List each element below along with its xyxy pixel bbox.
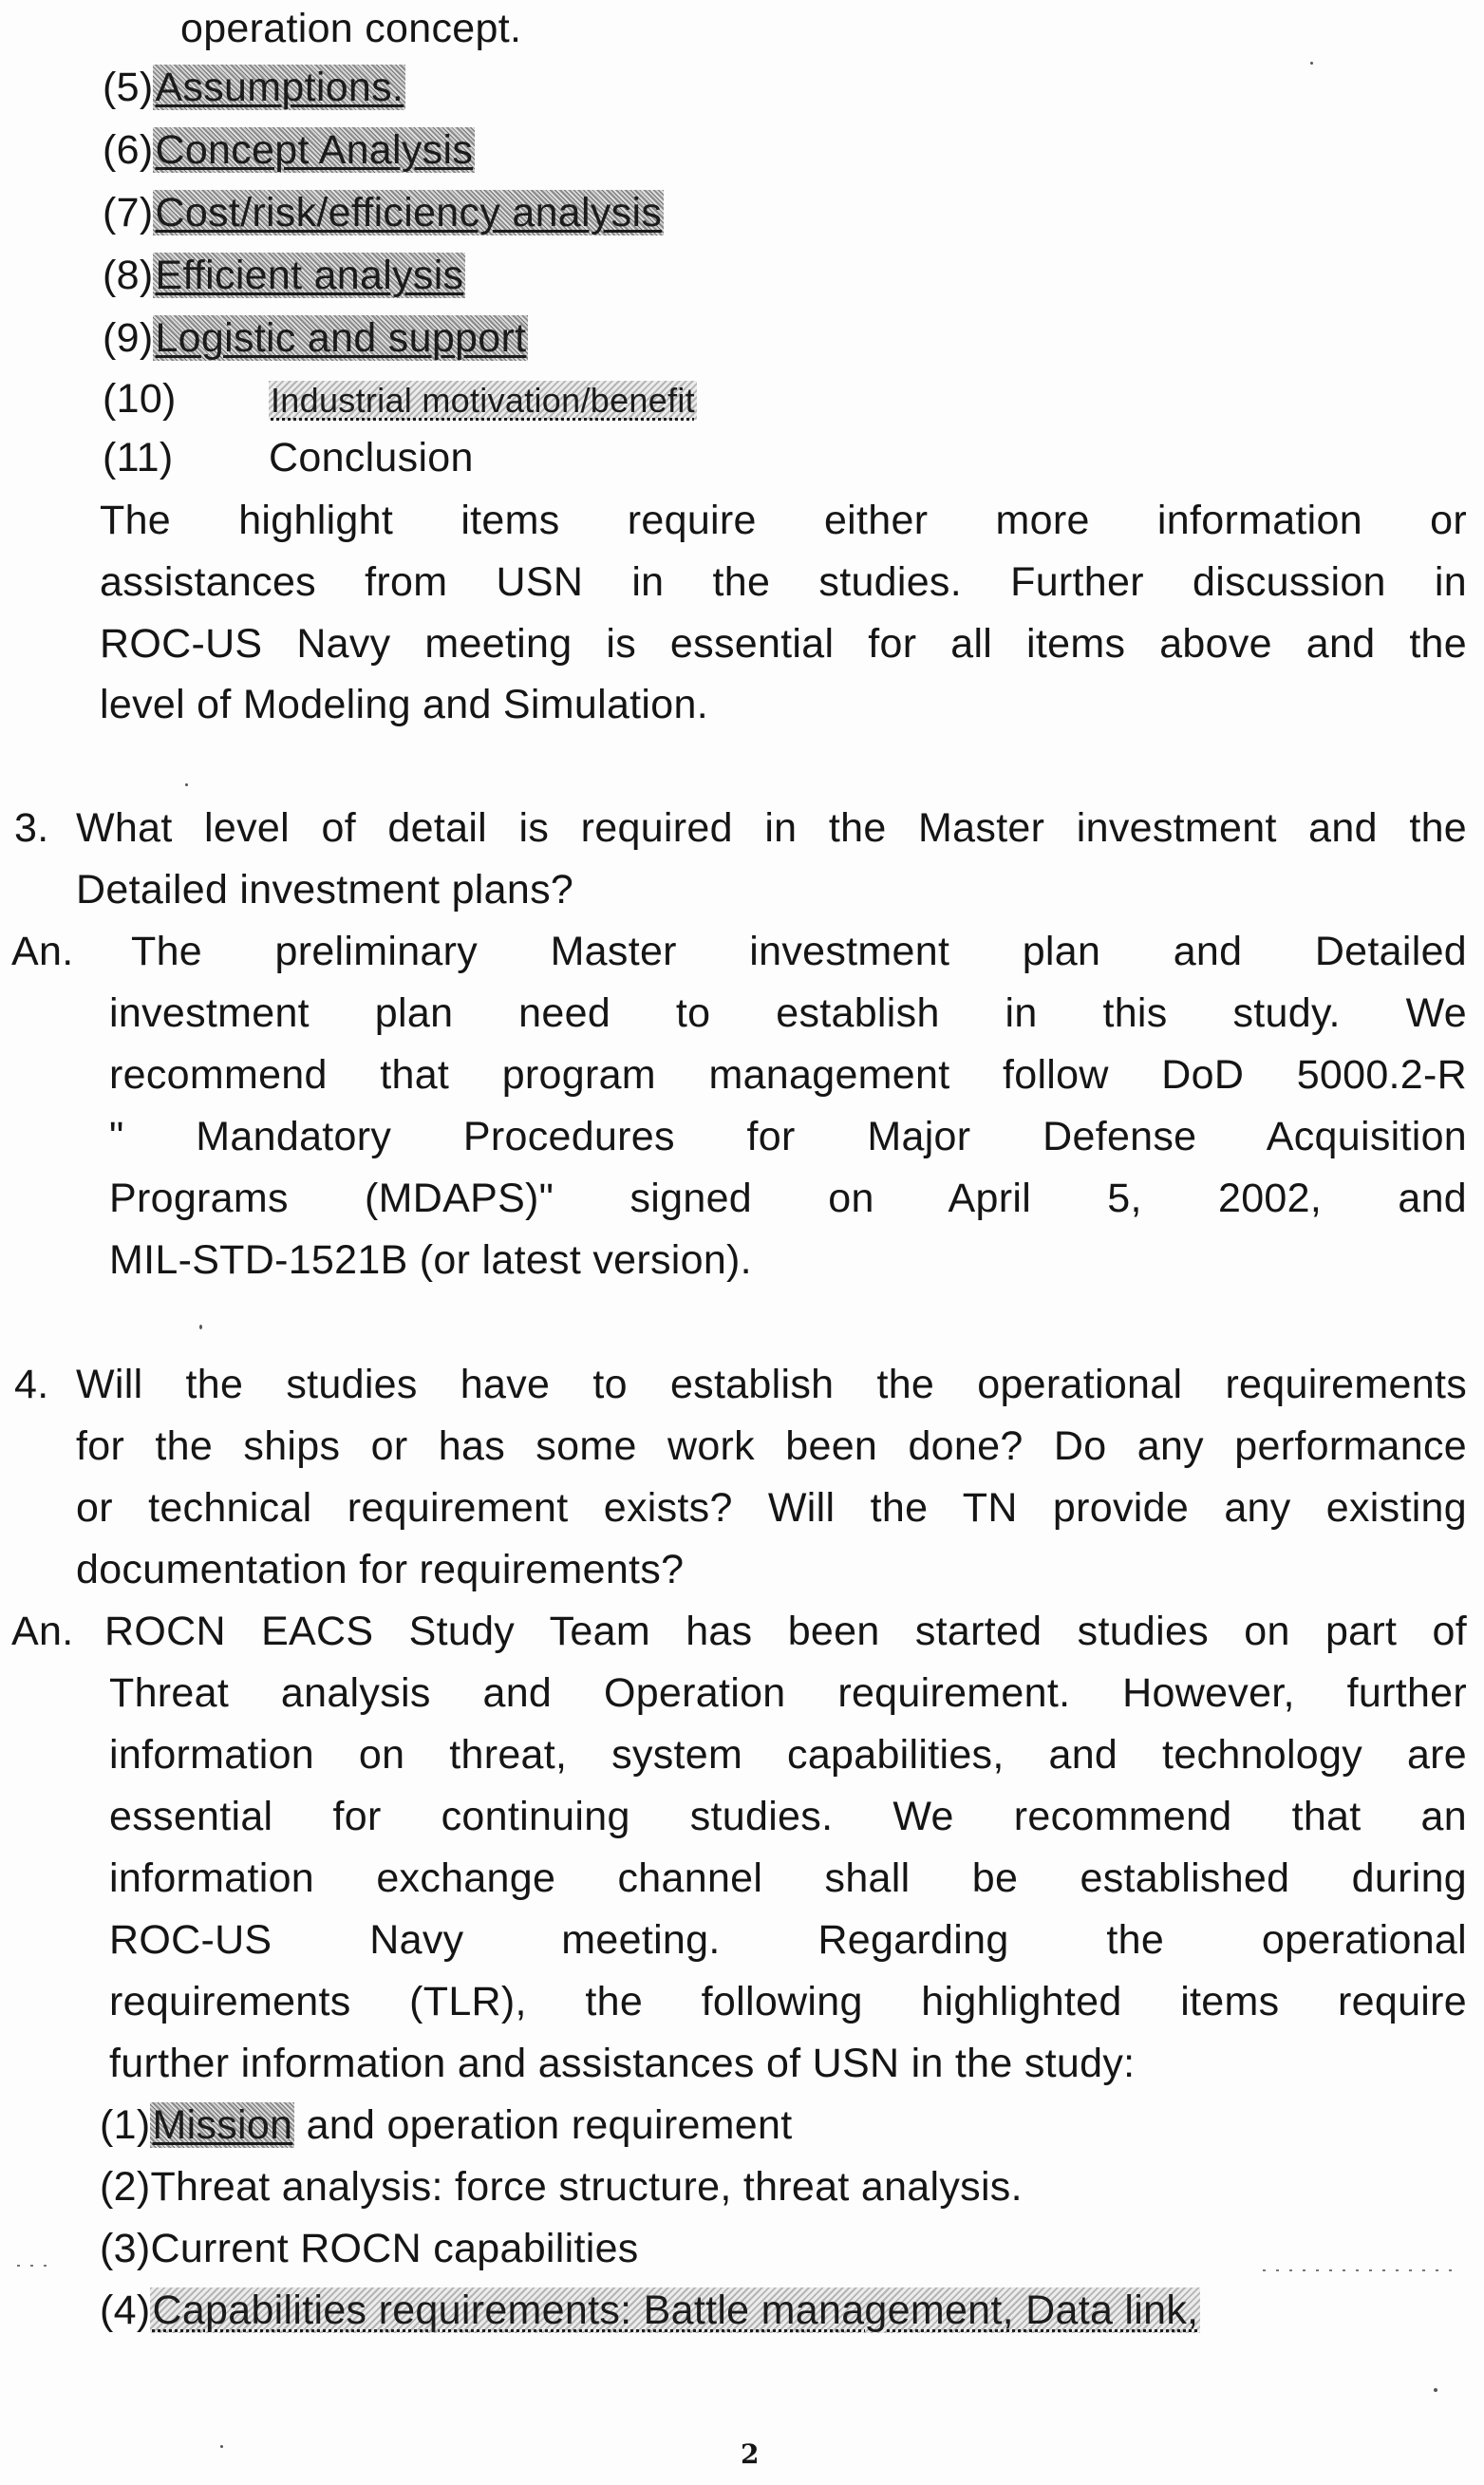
question-line: Will the studies have to establish the operational requirements <box>76 1362 1467 1407</box>
scan-artifact <box>220 2445 223 2448</box>
answer-label: An. <box>11 1609 74 1654</box>
question-line: Detailed investment plans? <box>76 867 574 913</box>
answer-line: further information and assistances of USN in the study: <box>109 2041 1136 2086</box>
highlighted-item-text: Capabilities requirements: Battle management, Data link, <box>152 2287 1199 2333</box>
highlighted-item-text: Assumptions. <box>155 65 404 110</box>
answer-line: ROC-US Navy meeting. Regarding the operational <box>109 1917 1467 1963</box>
list-item-number: (9) <box>103 315 154 361</box>
paragraph-line: The highlight items require either more information or <box>100 498 1467 543</box>
scan-artifact <box>1434 2388 1437 2392</box>
question-line: or technical requirement exists? Will the TN provide any existing <box>76 1485 1467 1531</box>
carryover-text: operation concept. <box>180 6 522 51</box>
list-item <box>103 247 465 304</box>
answer-line: information on threat, system capabilities, and technology are <box>109 1732 1467 1778</box>
list-item <box>103 370 697 429</box>
answer-line: MIL-STD-1521B (or latest version). <box>109 1237 752 1283</box>
answer-line: information exchange channel shall be established during <box>109 1855 1467 1901</box>
answer-label: An. <box>11 929 74 974</box>
answer-line: investment plan need to establish in this study. We <box>109 990 1467 1036</box>
paragraph-line: assistances from USN in the studies. Further discussion in <box>100 559 1467 605</box>
answer-line: requirements (TLR), the following highlighted items require <box>109 1979 1467 2024</box>
highlighted-item-text: Cost/risk/efficiency analysis <box>155 190 663 235</box>
answer-line: " Mandatory Procedures for Major Defense Acquisition <box>109 1114 1467 1159</box>
list-item-number: (2) <box>100 2164 151 2210</box>
list-item-text: Threat analysis: force structure, threat analysis. <box>150 2164 1023 2210</box>
highlighted-item-text: Efficient analysis <box>155 253 464 298</box>
list-item-number: (3) <box>100 2226 151 2271</box>
scan-artifact <box>1310 62 1313 65</box>
scan-artifact <box>199 1325 202 1329</box>
question-number: 4. <box>14 1362 49 1407</box>
list-item-number: (6) <box>103 127 154 173</box>
list-item-text: Conclusion <box>269 435 474 480</box>
list-item-number: (1) <box>100 2102 151 2148</box>
scan-artifact <box>17 2265 55 2267</box>
list-item <box>103 429 474 486</box>
highlighted-item-text: Mission <box>152 2102 293 2148</box>
highlighted-item-text: Logistic and support <box>155 315 527 361</box>
list-item <box>100 2097 792 2154</box>
page-number: 2 <box>741 2438 760 2470</box>
answer-line: recommend that program management follow DoD 5000.2-R <box>109 1052 1467 1098</box>
answer-line: ROCN EACS Study Team has been started studies on part of <box>104 1609 1467 1654</box>
list-item <box>103 59 405 116</box>
answer-line: The preliminary Master investment plan and Detailed <box>131 929 1467 974</box>
list-item <box>100 2158 1023 2215</box>
list-item-number: (8) <box>103 253 154 298</box>
highlighted-item-text: Industrial motivation/benefit <box>271 381 695 420</box>
list-item <box>100 2220 639 2277</box>
paragraph-line: ROC-US Navy meeting is essential for all items above and the <box>100 621 1467 667</box>
question-number: 3. <box>14 805 49 851</box>
list-item <box>103 310 528 367</box>
answer-line: Programs (MDAPS)" signed on April 5, 2002, and <box>109 1176 1467 1221</box>
highlighted-item-text: Concept Analysis <box>155 127 474 173</box>
list-item-text: and operation requirement <box>294 2102 793 2148</box>
question-line: documentation for requirements? <box>76 1547 685 1592</box>
paragraph-line: level of Modeling and Simulation. <box>100 682 708 727</box>
question-line: for the ships or has some work been done? Do any performance <box>76 1423 1467 1469</box>
scan-artifact <box>1263 2269 1462 2271</box>
list-item <box>103 122 475 179</box>
list-item-number: (5) <box>103 65 154 110</box>
answer-line: essential for continuing studies. We recommend that an <box>109 1794 1467 1839</box>
answer-line: Threat analysis and Operation requirement. However, further <box>109 1670 1467 1716</box>
question-line: What level of detail is required in the Master investment and the <box>76 805 1467 851</box>
list-item-text: Current ROCN capabilities <box>150 2226 639 2271</box>
list-item <box>100 2282 1200 2339</box>
list-item-number: (11) <box>103 435 174 480</box>
list-item-number: (4) <box>100 2287 151 2333</box>
scan-artifact <box>185 783 188 786</box>
list-item-number: (7) <box>103 190 154 235</box>
list-item-number: (10) <box>103 376 177 422</box>
list-item <box>103 184 664 241</box>
